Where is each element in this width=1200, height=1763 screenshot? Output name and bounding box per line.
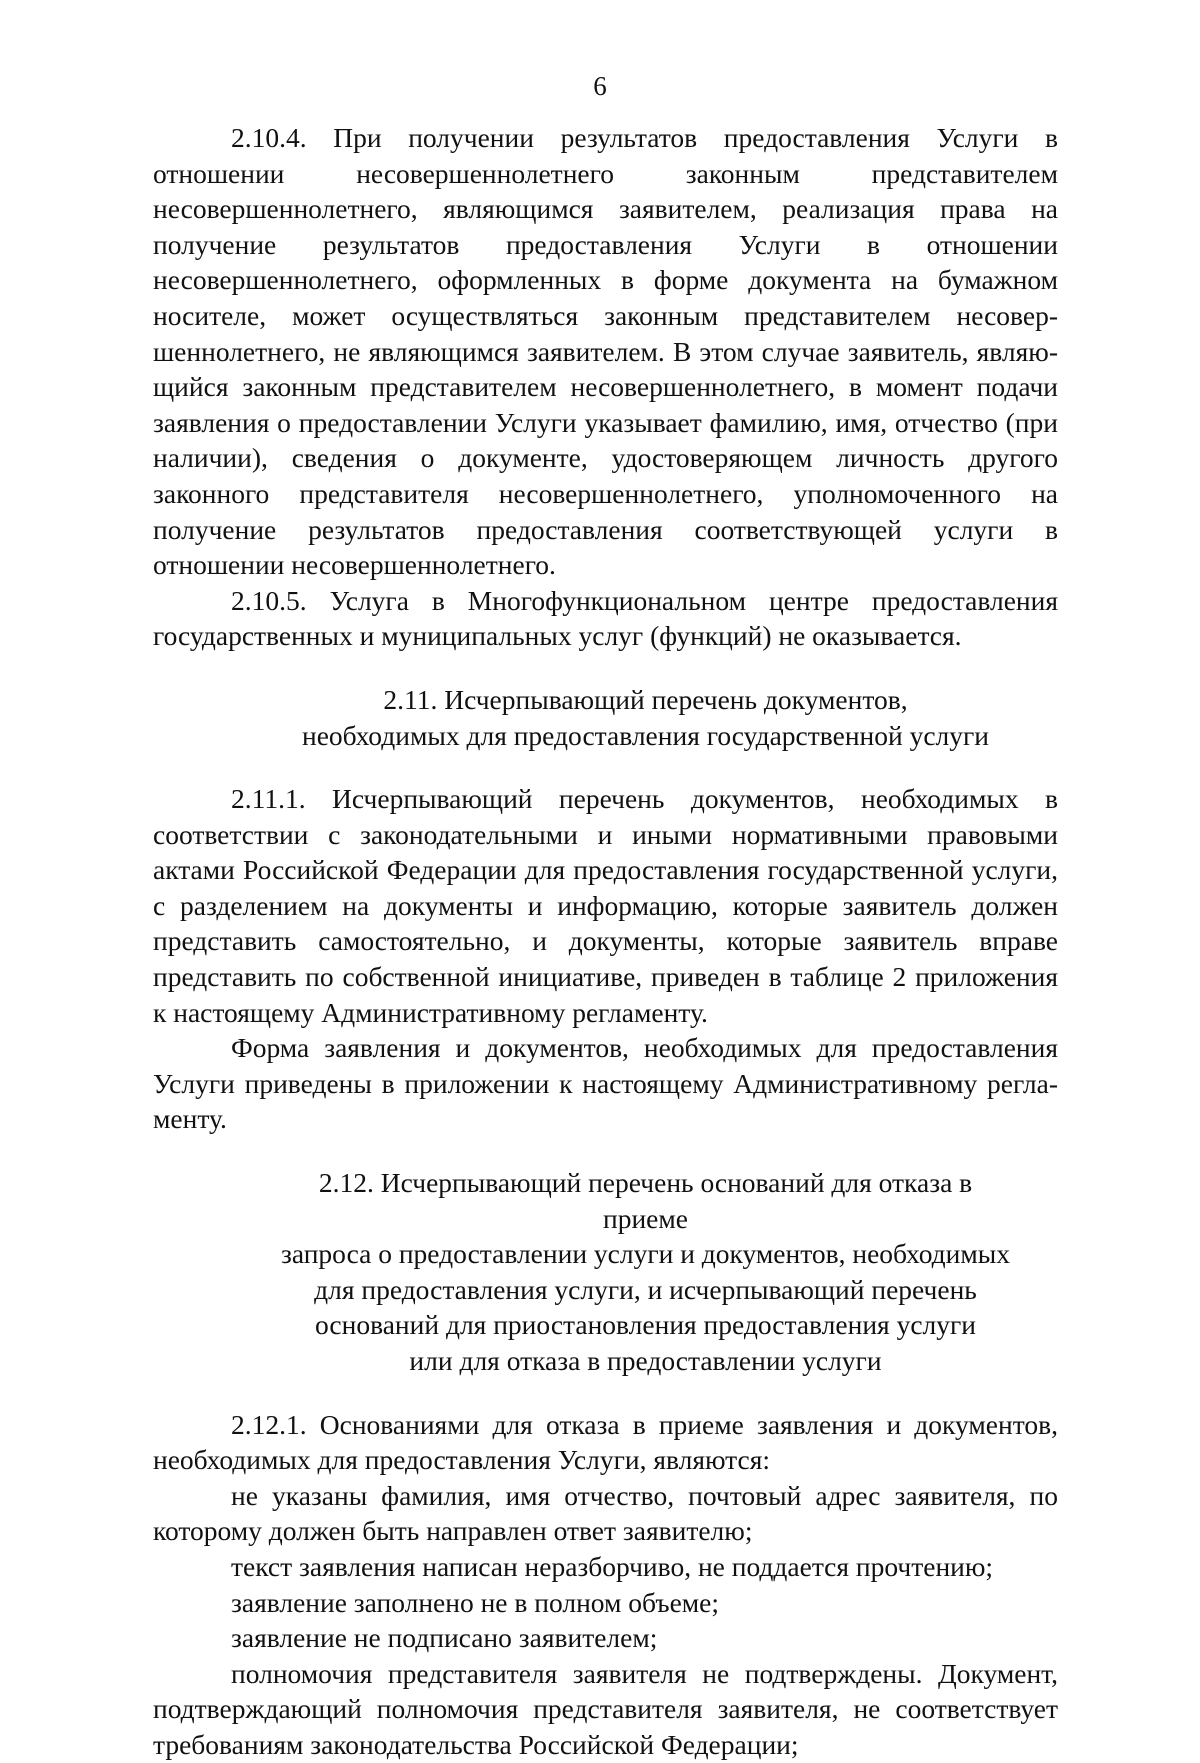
heading-line: для предоставления услуги, и исчерпывающий перечень	[314, 1273, 977, 1305]
heading-line: 2.11. Исчерпывающий перечень документов,	[383, 683, 908, 715]
heading-line: необходимых для предоставления государственной услуги	[301, 719, 990, 751]
heading-line: 2.12. Исчерпывающий перечень оснований для отказа в приеме	[318, 1167, 973, 1234]
paragraph-2-11-1: 2.11.1. Исчерпывающий перечень документов, необходимых в соответствии с законодательными и иными нормативными правовыми актами Российской Федерации для предоставления государственной услуги, с разделением на документы и информацию, которые заявитель должен представить самостоятельно, и документы, которые заявитель вправе представить по собственной инициативе, приведен в таблице 2 приложения к настоящему Административному регламенту.	[153, 783, 1058, 1028]
list-item-refusal-reason: заявление не подписано заявителем;	[231, 1622, 658, 1654]
paragraph-2-10-4: 2.10.4. При получении результатов предоставления Услуги в отношении несовершеннолетнего законным представителем несовершеннолетнего, являющимся заявителем, реализация права на получение результатов предоставления Услуги в отношении несовершеннолетнего, оформленных в форме документа на бумажном носителе, может осуществляться законным представителем несовершеннолетнего, не являющимся заявителем. В этом случае заявитель, являющийся законным представителем несовершеннолетнего, в момент подачи заявления о предоставлении Услуги указывает фамилию, имя, отчество (при наличии), сведения о документе, удостоверяющем личность другого законного представителя несовершеннолетнего, уполномоченного на получение результатов предоставления соответствующей услуги в отношении несовершеннолетнего.	[153, 122, 1058, 581]
list-item-refusal-reason: заявление заполнено не в полном объеме;	[231, 1586, 720, 1618]
heading-line: запроса о предоставлении услуги и документов, необходимых	[280, 1238, 1010, 1270]
paragraph-2-10-5: 2.10.5. Услуга в Многофункциональном центре предоставления государственных и муниципальных услуг (функций) не оказывается.	[153, 584, 1058, 652]
document-body	[153, 120, 1058, 1763]
paragraph-2-12-1: 2.12.1. Основаниями для отказа в приеме заявления и документов, необходимых для предоставления Услуги, являются:	[153, 1408, 1058, 1476]
page-number: 6	[593, 71, 607, 101]
list-item-refusal-reason: текст заявления написан неразборчиво, не поддается прочтению;	[231, 1550, 994, 1582]
paragraph-form-note: Форма заявления и документов, необходимых для предоставления Услуги приведены в приложении к настоящему Административному регламенту.	[153, 1032, 1058, 1135]
heading-line: оснований для приостановления предоставления услуги	[315, 1309, 976, 1341]
list-item-refusal-reason: полномочия представителя заявителя не подтверждены. Документ, подтверждающий полномочия представителя заявителя, не соответствует требованиям законодательства Российской Федерации;	[153, 1657, 1058, 1760]
list-item-refusal-reason: не указаны фамилия, имя отчество, почтовый адрес заявителя, по которому должен быть направлен ответ заявителю;	[153, 1479, 1058, 1547]
section-heading-2-11	[153, 682, 1058, 753]
section-heading-2-12	[153, 1165, 1058, 1379]
heading-line: или для отказа в предоставлении услуги	[409, 1345, 882, 1376]
